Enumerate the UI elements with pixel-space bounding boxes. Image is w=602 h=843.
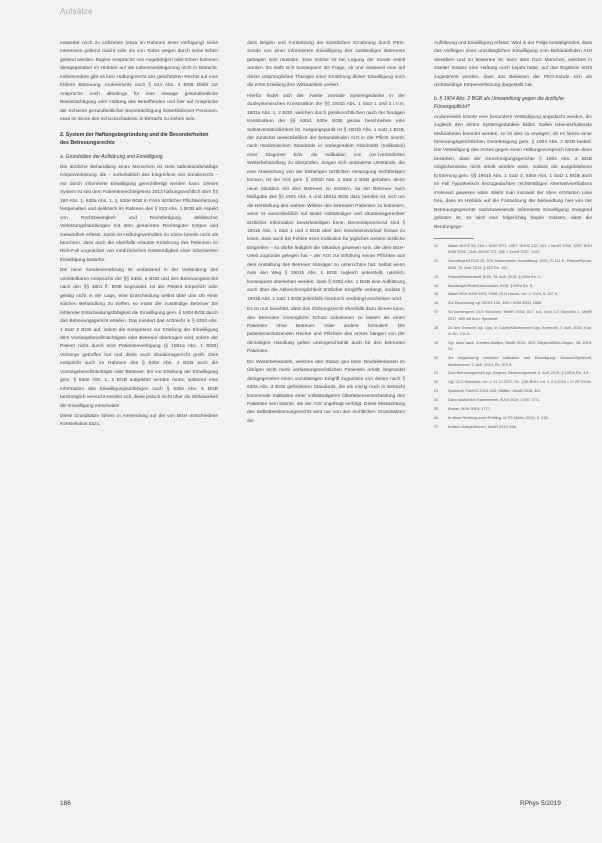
footnote-number: 12 [434,259,439,264]
paragraph: entweder noch zu Lebzeiten (etwa im Rahmen einer Verfügung) seine Interessen geltend macht oder sie von Todes wegen durch seine Erben geltend werden. Eigene Ansprüche von Angehörigen oder Erben kommen demgegenüber im Hinblick auf die Lebensverlängerung nicht in Betracht. Insbesondere gibt es kein Haftungsrecht des geschützten Rechts auf eine frühere Betreuung. Andererseits nach § 844 Abs. 3 BGB bleibt zur Ansprüche noch allerdings für eine etwaige gesundheitliche Beeinträchtigung oder Haftung des Betreffenden und hier auf Ansprüche der Schwere gesundheitlicher Beeinträchtigung hinterbliebener Personen, etwa im Sinne des Schockschadens, in Betracht zu ziehen sein. [60,41,218,123]
footnote-text: Zum Betreuungsrecht vgl. Jürgens, Betreuungsrecht, 6. Aufl. 2019, § 1901b Rn. 3 ff. [448,371,590,376]
footnote-number: 20 [434,356,439,361]
footnote-text: Vgl. dazu auch Coester-Waltjen, MedR 2012, 553; Ziegler/Müller-Ziegler, ZfL 2019, 34. [448,340,592,352]
footnote [434,415,592,421]
footnote [434,406,592,412]
footnote-number: 13 [434,274,439,279]
footnote-text: So konsequent OLG München, MedR 2018, 317; a.A. noch LG München I, MedR 2017, 889 mit Anm. Spickhoff. [448,310,592,321]
footnote [434,388,592,394]
footnote-text: Kritisch Duttge/Wurzer, MedR 2019, 636. [448,424,517,429]
paragraph: dass Beginn und Fortsetzung der künstlichen Ernährung durch PEG-Sonde von einer informierten Einwilligung des zuständigen Betreuers getragen sein mussten. Eine solche ist bei Legung der Sonde erteilt worden. Es stellt sich konsequent die Frage, ob und inwieweit eine auf dieser ursprünglichen Therapie einer Ernährung dieser Einwilligung noch die erste Erteilung ihre Wirksamkeit verliert. [247,41,405,89]
footnote-number: 14 [434,283,439,288]
section-heading: 2. System der Haftungsbegründung und die Besonderheiten des Betreuungsrechts [60,131,209,146]
paragraph: Hierfür findet sich der zweite zentrale Systemgedanke in der dualsystemischen Konstruktion der §§ 1901b Abs. 1 Satz 1 und 2 i.V.m. 1901a Abs. 1, 2 BGB, welchen durch positivrechtlichen nach der heutigen Konstruktion der §§ 630d, 630e BGB genau beschrieben eine Selbstverständlichkeit ist. Ausgangspunkt ist § 1901b Abs. 1 Satz 1 BGB, der zunächst ausschließlich der behandelnden Arzt in die Pflicht nimmt, nach medizinischen Standards in vorliegendem Abschnitts (Indikation) einer Diagnose bzw. die Indikation von (un-)veränderten Weiterbehandlung zu überprüfen. Zeigen sich veränderte Umstände, die eine Abweichung von der bisherigen ärztlichen Versorgung rechtfertigen können, ist der Arzt gem. § 1901b Abs. 1 Satz 2 BGB gehalten, diese neue Situation mit dem Betreuer zu erörtern, da der Betreuer nach Maßgabe des §§ 1901 Abs. 4 und 1901a BGB dazu berufen ist, sich um die Herstellung des wahren Willens des betreuten Patienten zu kümmern, wenn er ausschließlich auf Basis vollständiger und situationsgerechter ärztlicher Information bewerkstelligen kann. Dementsprechend sind § 1901b Abs. 1 Satz 1 und 2 BGB über den Gewissensvorlauf hinaus zu lesen, dass auch bei Fehlen einer Indikation für jegliches weitere ärztliche Eingreifen – so dürfte lediglich die Situation gewesen sein, die dem BGH-Urteil zugrunde gelegen hat – der Arzt zur Erfüllung seiner Pflichten aus dem Anstellung des Betreuer sonstiger zu unterrichten hat. Selbst wenn man den Weg § 1901b Abs. 1 BGB zugleich unterstellt, nämlich, konsequent übersehen werden, dass § 630d Abs. 1 BGB eine Aufklärung auch über die Abbrechmöglichkeit ärztlicher Eingriffe verlangt, sodass § 1901b Abs. 1 Satz 1 BGB jedenfalls hierdurch verdrängt erscheinen wird. [247,93,405,302]
footnote-number: 16 [434,301,439,306]
subsection-heading: a. Grundsätze der Aufklärung und Einwilligung [60,154,163,161]
footnote [434,370,592,376]
footnote-text: In diese Richtung auch Prütting, in: FS Müller, 2019, S. 435. [448,416,549,420]
paragraph: Die ärztliche Behandlung eines Menschen ist stets tatbestandsmäßige Körperverletzung, die – vorbehaltlich des Eingreifens von Sonderrecht – nur durch informierte Einwilligung gerechtfertigt werden kann. Dieses System ist seit dem Patientenrechtegesetz 2013 haftungsrechtlich über §§ 280 Abs. 1, 630a Abs. 1, 2, 630e BGB in Form ärztlicher Pflichtverletzung festgehalten und deliktisch im Rahmen des § 823 Abs. 1 BGB als Aspekt von Rechtswidrigkeit und Rechtfertigung deliktischer Verletzungshandlungen mit dem genannten Rechtsgüter Körper und Gesundheit erfasst. Somit ist Haftungsverhalten im Sinne bereits nicht als beachten, dass auch die ebenfalls erlaubte Ernährung des Patienten im Rich-Fall ungeachtet von medizinischen Notwendigkeit einer informierten Einwilligung bedurfte. [60,164,218,263]
footnote-text: Zu den Grenzen vgl. Lipp, in: Laufs/Katzenmeier/Lipp, Arztrecht, 7. Aufl. 2015, Kap. VI Rn. 101 ff. [448,325,592,336]
footnote [434,424,592,430]
footnote [434,258,592,271]
footnote [434,309,592,322]
footnote-number: 18 [434,325,439,330]
page-number: 186 [60,800,71,807]
subsection-heading: b. § 1904 Abs. 2 BGB als Umwandlung gegen die ärztliche Fürsorgepflicht? [434,95,564,111]
footnote-text: Näher BGH NJW 2003, 1588; OLG Hamm, Urt. v. 2019, S. 227 ff. [448,292,559,297]
footnote-text: Vgl. OLG München, Urt. v. 21.12.2017, Rn. 139; BGH, Urt. v. 2.4.2019 – VI ZR 13/18. [448,380,592,385]
journal-issue: RPhys 5/2019 [520,800,561,807]
footnote [434,340,592,353]
text-column-2 [247,40,405,428]
footnote-text: Palandt/Weidenkaff, BGB, 78. Aufl. 2019, § 630d Rn. 2. [448,274,542,279]
paragraph: Ein Weiterbehandeln, welches den Status quo beim Neufallenlassen im Übrigen nicht mehr verfassungsrechtlichen Patienten erhält, begründet demgegenüber einen unzulässigen Eingriff zugunsten von denen nach § 630a Abs. 2 BGB geforderten Standards, die als einzig noch in Betracht kommende Indikation einer vollständigeren Überlebensentscheidung des Patienten sein könnte, die der Arzt ungefragt verfolgt. Diese Missachtung des Selbstbestimmungsrechts wird nur von den rechtlichen Grundsätzen der [247,359,405,424]
footnote-number: 19 [434,340,439,345]
footnote-number: 11 [434,243,438,248]
footnote-text: Spickhoff, FamRZ 2018, 412; Steffen, MedR 2018, 301. [448,389,542,394]
text-column-3 [434,40,592,433]
footnote-number: 25 [434,407,439,412]
footnote-text: Zur Einordnung vgl. BGHZ 154, 205 = NJW 2003, 1588. [448,301,543,306]
footnote-number: 17 [434,310,439,315]
footnote-number: 22 [434,380,439,385]
footnote-number: 26 [434,416,439,420]
footnote-number: 24 [434,398,439,403]
footnote [434,355,592,368]
footnote [434,397,592,403]
running-header: Aufsätze [60,7,93,16]
footnote-number: 23 [434,389,439,394]
footnote-text: Zur Abgrenzung zwischen Indikation und Einwilligung: Deutsch/Spickhoff, Medizinrecht, 7. Aufl. 2014, Rn. 373 ff. [448,356,592,367]
paragraph: Diese Grundsätze führen in Anwendung auf die von BGH entschiedene Konstellation dazu, [60,414,218,428]
footnote [434,243,592,256]
paragraph: Aufklärung und Einwilligung erfasst. Wird in der Folge bestätigendes, dass das Vorliegen einer unzulänglichen Einwilligung vom Behandelnden Arzt dieselben und zu bewerten ist, kann dem OLG München, welches in zweiter Instanz eine Haftung noch bejaht hatte, auf das Ergebnis recht zugestimmt werden, dass das Belassen der PEG-Sonde sich als rechtswidrige Körperverletzung dargestellt hat. [434,41,592,89]
paragraph: Es ist nun beachtet, dass das Ordnungsrecht ebenfalls dazu dienen kann, den Betreuten vorsorgliche Schutz zukommen zu lassen als einen Patienten ohne Betreuer. Oder anders formuliert: Die patientenschützenden Rechte und Pflichten des Arztes hängen von der derzeitigen Handlung gelten uneingeschränkt auch für den betreuten Patienten. [247,307,405,355]
footnote-text: Grundlegend RGZ 25, 375; Katzenmeier, Arzthaftung, 2002, S. 111 ff.; Palandt/Sprau, BGB, 78. Aufl. 2019, § 823 Rn. 151. [448,259,592,270]
text-column-1 [60,40,218,432]
paragraph: Andererseits könnte eine besondere Verteidigung angedacht werden, die zugleich den dritten Systemgedanken bildet: Sollen lebenserhaltende Maßnahmen beendet werden, so ist dies zu erwägen, ob es hierzu einer betreuungsgerichtlichen Genehmigung gem. § 1904 Abs. 2 BGB bedarf. Die Verteidigung des Arztes gegen einen Haftungsvorspruch könnte dann bestehen, dass der Genehmigungsgerichte § 1904 Abs. 2 BGB möglicherweise nicht erteilt worden wäre, sodass die ausgebliebene Erörterung gem. §§ 1901b Abs. 1 Satz 2, 630e Abs. 1 Satz 1 BGB auch im Fall hypothetisch hinzugedachten rechtmäßigen Alternativverhaltens irrelevant gewesen wäre. Bleibt man insoweit der oben erörterten Linie treu, dass im Hinblick auf die Fortsetzung der Behandlung hier von der Betreuungsgerichte nachzuweisende informierte Einwilligung zwingend geboten ist, so wird man folgerichtig fragen müssen, dass die Berufungsge- [434,114,592,230]
footnote [434,291,592,297]
footnote [434,283,592,289]
footnote-number: 15 [434,292,439,297]
footnote-text: Bamberger/Roth/Katzenmeier, BGB, § 630d Rn. 5. [448,283,534,288]
footnote-text: Brauer, NJW 2019, 1772. [448,407,491,412]
footnote-divider [434,238,474,239]
footnotes [434,243,592,430]
footnote [434,325,592,338]
footnote [434,379,592,385]
paragraph: Die reine Sondenernährung ist umfassend in der Verbindung des unmittelbaren Anspruchs der §§ 630d, e BGB und des Betreuungsrechts nach den §§ 1901 ff. BGB begründet. Ist der Patient körperlich oder geistig nicht in der Lage, eine Entscheidung selbst über das Ob einer solchen Behandlung zu treffen, so muss der zuständige Betreuer bei fehlender Entscheidungsfähigkeit die Einwilligung gem. § 1904 BGB durch das Betreuungsgericht erteilen. Das mindert das Arztrecht in § 630d Abs. 1 Satz 2 BGB auf, indem die Kompetenz zur Erteilung der Einwilligung dem Vorsorgebevollmächtigten oder Betreuer übertragen wird, sofern der Patient nicht durch eine Patientenverfügung (§ 1901a Abs. 1 BGB) Vorsorge getroffen hat und diese auch situationsgerecht greift. Dies entspricht auch im Rahmen des § 630e Abs. 4 BGB auch die Vorsorgebevollmächtigte oder Betreuer, der vor Erteilung der Einwilligung gem. § 630e Abs. 1, 2 BGB aufgeklärt werden muss, während eine Information des Einwilligungsunfähigen nach § 630e Abs. 5 BGB bestmöglich versucht werden soll, diese jedoch nicht über die Wirksamkeit der Einwilligung entscheidet. [60,268,218,409]
footnote [434,274,592,280]
footnote-number: 27 [434,424,439,429]
footnote-number: 21 [434,371,439,376]
footnote [434,300,592,306]
footnote-text: Näher BGHZ 56, 163 = NJW 1971, 1887; BGHZ 132, 341 = VersR 1996, 1239; BGH NJW 2006, 1340; BGHZ 173, 286 = VersR 2007, 1102. [448,243,592,255]
footnote-text: Dazu ausführlich Katzenmeier, NJW 2019, 1769, 1771. [448,398,541,403]
